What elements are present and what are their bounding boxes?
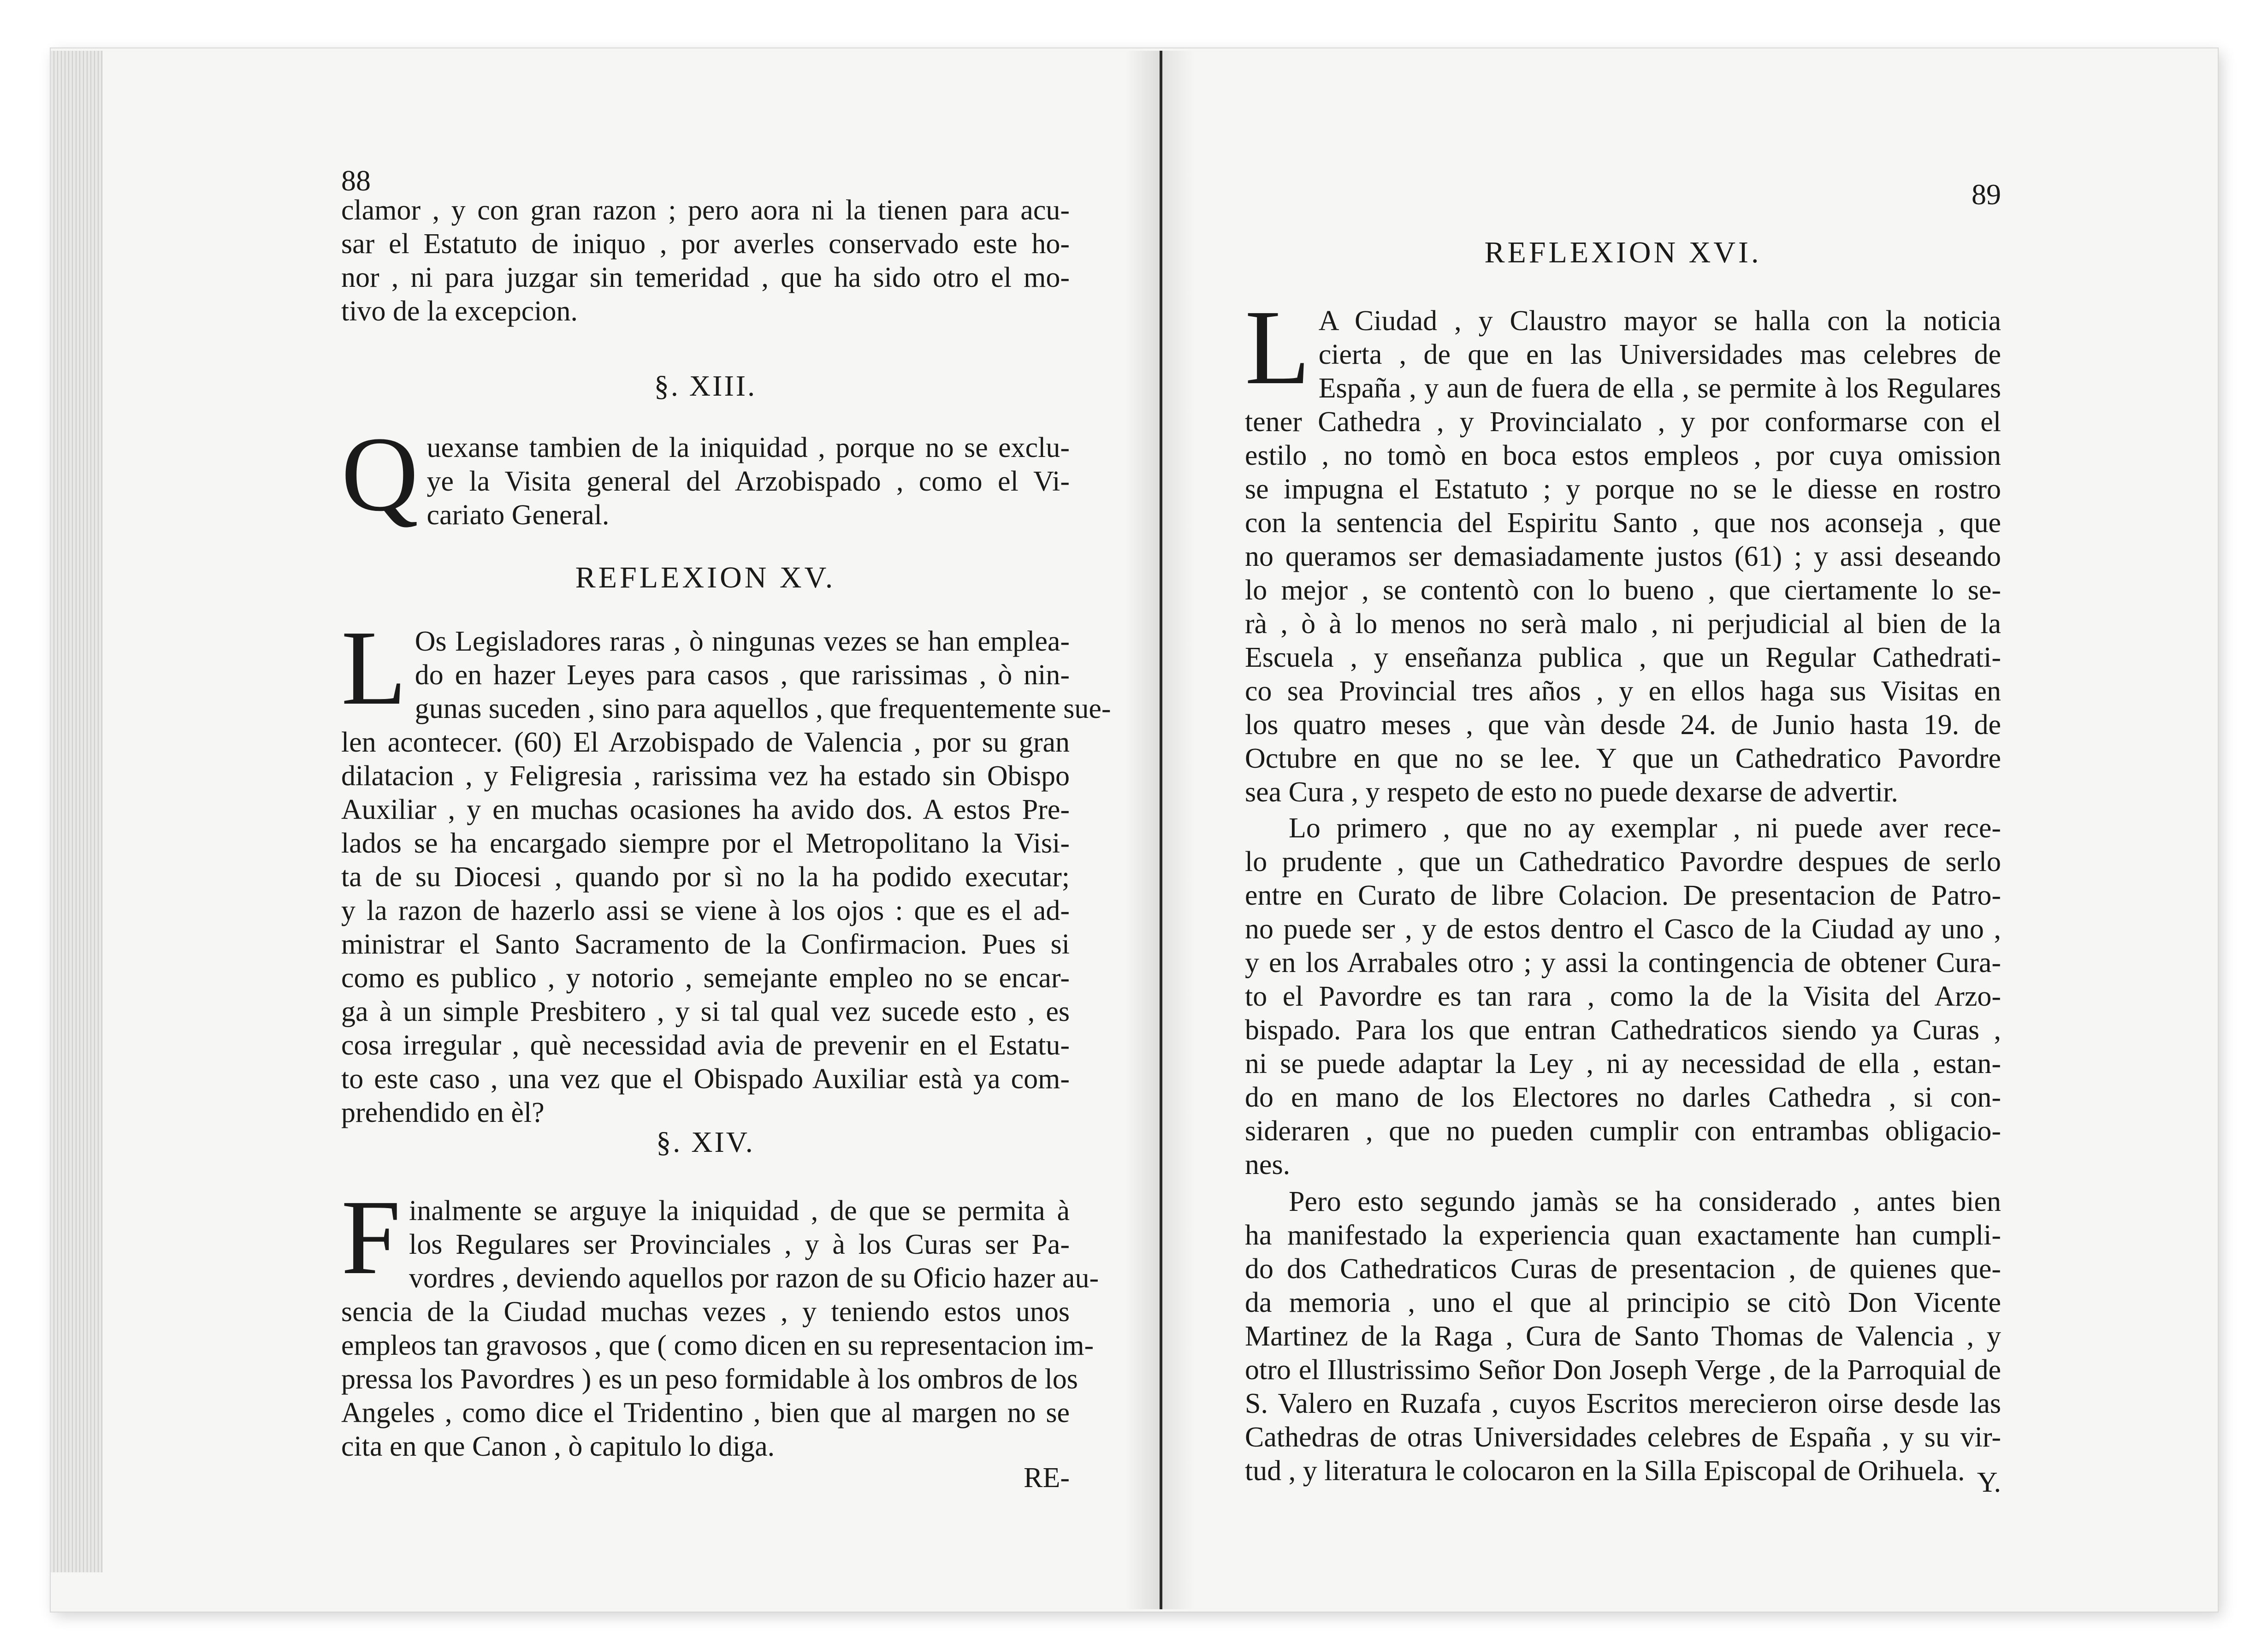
text-line: do en hazer Leyes para casos , que rarissimas , ò nin- (415, 659, 1070, 691)
page-number-right: 89 (1972, 178, 2001, 211)
paragraph-3 (1245, 1185, 2001, 1488)
text-line: do dos Cathedraticos Curas de presentacion , de quienes que- (1245, 1253, 2001, 1285)
reflexion-xv-title: REFLEXION XV. (575, 561, 836, 594)
text-line: Escuela , y enseñanza publica , que un Regular Cathedrati- (1245, 642, 2001, 673)
text-line: con la sentencia del Espiritu Santo , que nos aconseja , que (1245, 507, 2001, 539)
text-line: los Regulares ser Provinciales , y à los Curas ser Pa- (409, 1229, 1070, 1260)
text-line: España , y aun de fuera de ella , se permite à los Regulares (1318, 373, 2001, 404)
text-line: tud , y literatura le colocaron en la Silla Episcopal de Orihuela. (1245, 1455, 1965, 1487)
drop-cap: L (1245, 288, 1310, 407)
text-line: ta de su Diocesi , quando por sì no la ha podido executar; (341, 861, 1070, 893)
text-line: gunas suceden , sino para aquellos , que frequentemente sue- (415, 693, 1111, 724)
section-heading-xiv: §. XIV. (656, 1126, 755, 1158)
page-edges (51, 51, 102, 1572)
text-line: tener Cathedra , y Provincialato , y por conformarse con el (1245, 406, 2001, 438)
text-line: sar el Estatuto de iniquo , por averles conservado este ho- (341, 228, 1070, 260)
text-line: pressa los Pavordres ) es un peso formidable à los ombros de los (341, 1363, 1078, 1395)
text-line: to el Pavordre es tan rara , como la de la Visita del Arzo- (1245, 981, 2001, 1012)
section-heading-xiii: §. XIII. (654, 369, 757, 402)
text-line: Octubre en que no se lee. Y que un Cathedratico Pavordre (1245, 743, 2001, 774)
page-number-left: 88 (341, 164, 371, 197)
text-line: como es publico , y notorio , semejante empleo no se encar- (341, 962, 1070, 994)
text-line: no puede ser , y de estos dentro el Casco de la Ciudad ay uno , (1245, 913, 2001, 945)
reflexion-xvi-paragraph (1245, 288, 2001, 809)
text-line: sideraren , que no pueden cumplir con entrambas obligacio- (1245, 1115, 2001, 1147)
text-line: to este caso , una vez que el Obispado Auxiliar està ya com- (341, 1063, 1070, 1095)
text-line: no queramos ser demasiadamente justos (61) ; y assi deseando (1245, 541, 2001, 572)
text-line: entre en Curato de libre Colacion. De presentacion de Patro- (1245, 880, 2001, 911)
text-line: Pero esto segundo jamàs se ha considerado , antes bien (1289, 1186, 2001, 1217)
text-line: sea Cura , y respeto de esto no puede dexarse de advertir. (1245, 777, 1898, 808)
catchword-left: RE- (1024, 1462, 1070, 1494)
drop-cap: Q (341, 415, 419, 534)
text-line: los quatro meses , que vàn desde 24. de Junio hasta 19. de (1245, 709, 2001, 741)
text-line: len acontecer. (60) El Arzobispado de Valencia , por su gran (341, 727, 1070, 758)
text-line: lados se ha encargado siempre por el Metropolitano la Visi- (341, 828, 1070, 859)
text-line: Angeles , como dice el Tridentino , bien que al margen no se (341, 1397, 1070, 1429)
text-line: lo prudente , que un Cathedratico Pavordre despues de serlo (1245, 846, 2001, 877)
text-line: cita en que Canon , ò capitulo lo diga. (341, 1431, 775, 1462)
text-line: bispado. Para los que entran Cathedraticos siendo ya Curas , (1245, 1014, 2001, 1046)
section-xiii-paragraph (341, 415, 1070, 534)
text-line: cosa irregular , què necessidad avia de prevenir en el Estatu- (341, 1030, 1070, 1061)
gutter-shadow-right (1162, 51, 1195, 1609)
text-line: lo mejor , se contentò con lo bueno , que ciertamente lo se- (1245, 575, 2001, 606)
text-line: y la razon de hazerlo assi se viene à los ojos : que es el ad- (341, 895, 1070, 926)
text-line: Auxiliar , y en muchas ocasiones ha avido dos. A estos Pre- (341, 794, 1070, 825)
text-line: nes. (1245, 1149, 1291, 1180)
text-line: A Ciudad , y Claustro mayor se halla con la noticia (1318, 305, 2001, 337)
text-line: Cathedras de otras Universidades celebres de España , y su vir- (1245, 1422, 2001, 1453)
reflexion-xv-paragraph (341, 609, 1111, 1130)
text-line: inalmente se arguye la iniquidad , de que se permita à (409, 1195, 1070, 1227)
paragraph-2 (1245, 812, 2001, 1182)
text-line: do en mano de los Electores no darles Cathedra , si con- (1245, 1082, 2001, 1113)
text-line: nor , ni para juzgar sin temeridad , que ha sido otro el mo- (341, 262, 1070, 293)
text-line: ga à un simple Presbitero , y si tal qual vez sucede esto , es (341, 996, 1070, 1027)
text-line: ministrar el Santo Sacramento de la Confirmacion. Pues si (341, 929, 1070, 960)
section-xiv-paragraph (341, 1178, 1099, 1464)
text-line: otro el Illustrissimo Señor Don Joseph Verge , de la Parroquial de (1245, 1354, 2001, 1386)
text-line: co sea Provincial tres años , y en ellos haga sus Visitas en (1245, 676, 2001, 707)
opening-paragraph (341, 194, 1070, 328)
text-line: sencia de la Ciudad muchas vezes , y teniendo estos unos (341, 1296, 1070, 1328)
text-line: rà , ò à lo menos no serà malo , ni perjudicial al bien de la (1245, 608, 2001, 640)
text-line: Os Legisladores raras , ò ningunas vezes se han emplea- (415, 626, 1070, 657)
text-line: S. Valero en Ruzafa , cuyos Escritos merecieron oirse desde las (1245, 1388, 2001, 1419)
text-line: cariato General. (426, 499, 610, 531)
text-line: cierta , de que en las Universidades mas celebres de (1318, 339, 2001, 370)
drop-cap: F (341, 1178, 401, 1297)
text-line: ni se puede adaptar la Ley , ni ay necessidad de ella , estan- (1245, 1048, 2001, 1079)
drop-cap: L (341, 609, 407, 727)
text-line: da memoria , uno el que al principio se citò Don Vicente (1245, 1287, 2001, 1318)
text-line: vordres , deviendo aquellos por razon de su Oficio hazer au- (409, 1263, 1099, 1294)
reflexion-xvi-title: REFLEXION XVI. (1484, 236, 1762, 269)
text-line: ye la Visita general del Arzobispado , como el Vi- (426, 466, 1070, 497)
catchword-right: Y. (1977, 1467, 2001, 1498)
text-line: se impugna el Estatuto ; y porque no se le diesse en rostro (1245, 474, 2001, 505)
text-line: Lo primero , que no ay exemplar , ni puede aver rece- (1289, 812, 2001, 844)
text-line: estilo , no tomò en boca estos empleos , por cuya omission (1245, 440, 2001, 471)
text-line: tivo de la excepcion. (341, 296, 578, 327)
text-line: uexanse tambien de la iniquidad , porque no se exclu- (426, 432, 1070, 463)
text-line: prehendido en èl? (341, 1097, 545, 1128)
text-line: ha manifestado la experiencia quan exactamente han cumpli- (1245, 1220, 2001, 1251)
text-line: dilatacion , y Feligresia , rarissima vez ha estado sin Obispo (341, 760, 1070, 792)
text-line: y en los Arrabales otro ; y assi la contingencia de obtener Cura- (1245, 947, 2001, 978)
text-line: empleos tan gravosos , que ( como dicen en su representacion im- (341, 1330, 1094, 1361)
gutter-shadow-left (1125, 51, 1160, 1609)
text-line: Martinez de la Raga , Cura de Santo Thomas de Valencia , y (1245, 1321, 2001, 1352)
text-line: clamor , y con gran razon ; pero aora ni la tienen para acu- (341, 195, 1070, 226)
